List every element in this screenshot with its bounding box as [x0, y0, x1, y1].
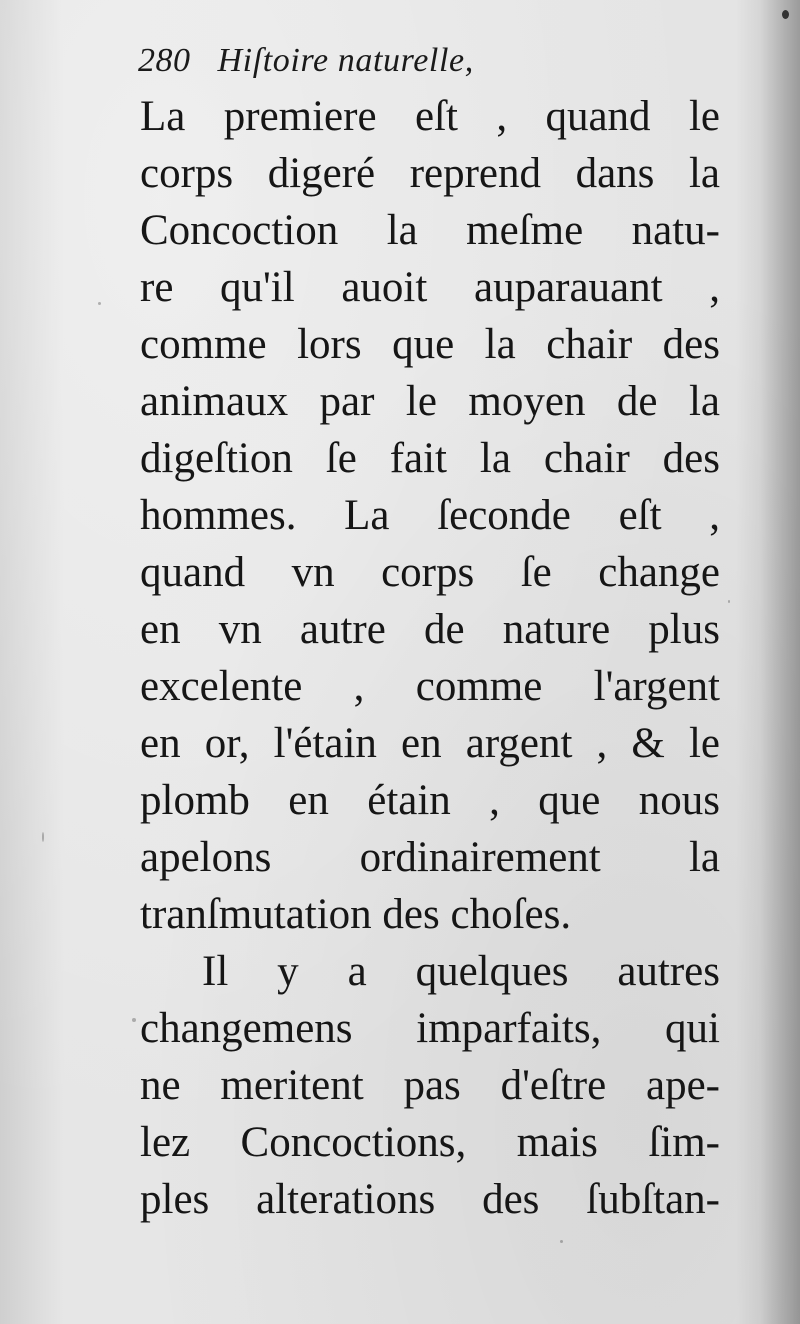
text-line: excelente , comme l'argent	[140, 663, 720, 710]
paper-speck	[728, 600, 730, 603]
text-line: apelons ordinairement la	[140, 834, 720, 881]
running-title: Hiſtoire naturelle,	[217, 42, 474, 79]
text-line: digeſtion ſe fait la chair des	[140, 435, 720, 482]
body-text	[140, 88, 720, 1228]
text-line: en or, l'étain en argent , & le	[140, 720, 720, 767]
page-header	[138, 36, 738, 86]
paper-speck	[42, 832, 44, 842]
text-line: animaux par le moyen de la	[140, 378, 720, 425]
text-line: ne meritent pas d'eſtre ape-	[140, 1062, 720, 1109]
text-line: quand vn corps ſe change	[140, 549, 720, 596]
text-line: corps digeré reprend dans la	[140, 150, 720, 197]
paper-speck	[98, 302, 101, 305]
text-line: lez Concoctions, mais ſim-	[140, 1119, 720, 1166]
text-line: changemens imparfaits, qui	[140, 1005, 720, 1052]
text-line: Concoction la meſme natu-	[140, 207, 720, 254]
text-line: tranſmutation des choſes.	[140, 891, 572, 938]
paper-speck	[782, 10, 789, 19]
text-line: re qu'il auoit auparauant ,	[140, 264, 720, 311]
text-line: ples alterations des ſubſtan-	[140, 1176, 720, 1223]
text-line: comme lors que la chair des	[140, 321, 720, 368]
page-edge-shadow	[760, 0, 800, 1324]
text-line-paragraph-start: Il y a quelques autres	[202, 948, 720, 995]
text-line: hommes. La ſeconde eſt ,	[140, 492, 720, 539]
text-line: plomb en étain , que nous	[140, 777, 720, 824]
text-line: en vn autre de nature plus	[140, 606, 720, 653]
page-number: 280	[138, 42, 191, 79]
text-line: La premiere eſt , quand le	[140, 93, 720, 140]
paper-speck	[132, 1018, 136, 1022]
paper-speck	[560, 1240, 563, 1243]
